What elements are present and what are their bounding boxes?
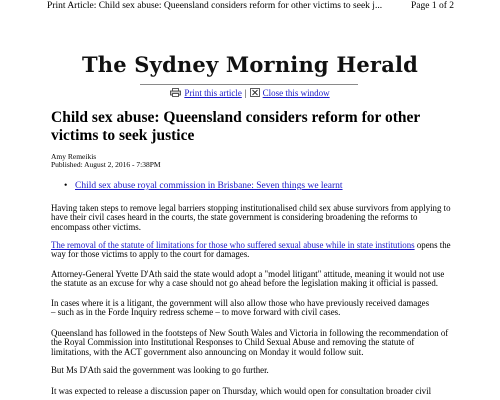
- headline-line: victims to seek justice: [51, 127, 195, 144]
- print-page-title: Print Article: Child sex abuse: Queensland considers reform for other victims to seek j...: [47, 1, 383, 11]
- article-paragraph: Having taken steps to remove legal barriers stopping institutionalised child sex abuse survivors from applying to have their civil cases heard in the courts, the state government is considering broadening the reforms to encompass other victims.: [51, 203, 451, 232]
- statute-removal-link[interactable]: The removal of the statute of limitations for those who suffered sexual abuse while in state institutions: [51, 240, 415, 250]
- close-window-icon[interactable]: [250, 88, 260, 100]
- article-paragraph: It was expected to release a discussion paper on Thursday, which would open for consultation broader civil: [51, 386, 432, 396]
- article-paragraph: Queensland has followed in the footsteps of New South Wales and Victoria in following the recommendation of the Royal Commission into Institutional Responses to Child Sexual Abuse and removing the statute of limitations, with the ACT government also announcing on Monday it would follow suit.: [51, 328, 449, 357]
- related-article-link[interactable]: Child sex abuse royal commission in Brisbane: Seven things we learnt: [75, 181, 343, 191]
- headline-line: Child sex abuse: Queensland considers reform for other: [51, 109, 421, 126]
- tools-separator: |: [244, 88, 247, 98]
- article-headline: [51, 109, 451, 145]
- page-number: Page 1 of 2: [411, 1, 455, 11]
- bullet-icon: •: [64, 181, 68, 191]
- print-article-link[interactable]: Print this article: [184, 88, 242, 98]
- published-date: Published: August 2, 2016 - 7:38PM: [51, 160, 161, 169]
- related-article-item: [64, 180, 343, 192]
- article-tools: [0, 87, 500, 100]
- author-name: Amy Remeikis: [51, 152, 97, 161]
- article-paragraph: But Ms D'Ath said the government was looking to go further.: [51, 365, 269, 375]
- printer-icon[interactable]: [170, 88, 181, 100]
- article-paragraph: The removal of the statute of limitations for those who suffered sexual abuse while in state institutions opens the way for those victims to apply to the court for damages.: [51, 240, 451, 260]
- article-paragraph: In cases where it is a litigant, the government will also allow those who have previously received damages – such as in the Forde Inquiry redress scheme – to move forward with civil cases.: [51, 298, 430, 318]
- article-paragraph: Attorney-General Yvette D'Ath said the state would adopt a "model litigant" attitude, meaning it would not use the statute as an excuse for why a case should not go ahead before the legislation making it official is passed.: [51, 269, 445, 289]
- close-window-link[interactable]: Close this window: [262, 88, 330, 98]
- masthead-logo: The Sydney Morning Herald: [81, 52, 419, 77]
- masthead-divider: [140, 84, 358, 85]
- print-header: [0, 0, 500, 12]
